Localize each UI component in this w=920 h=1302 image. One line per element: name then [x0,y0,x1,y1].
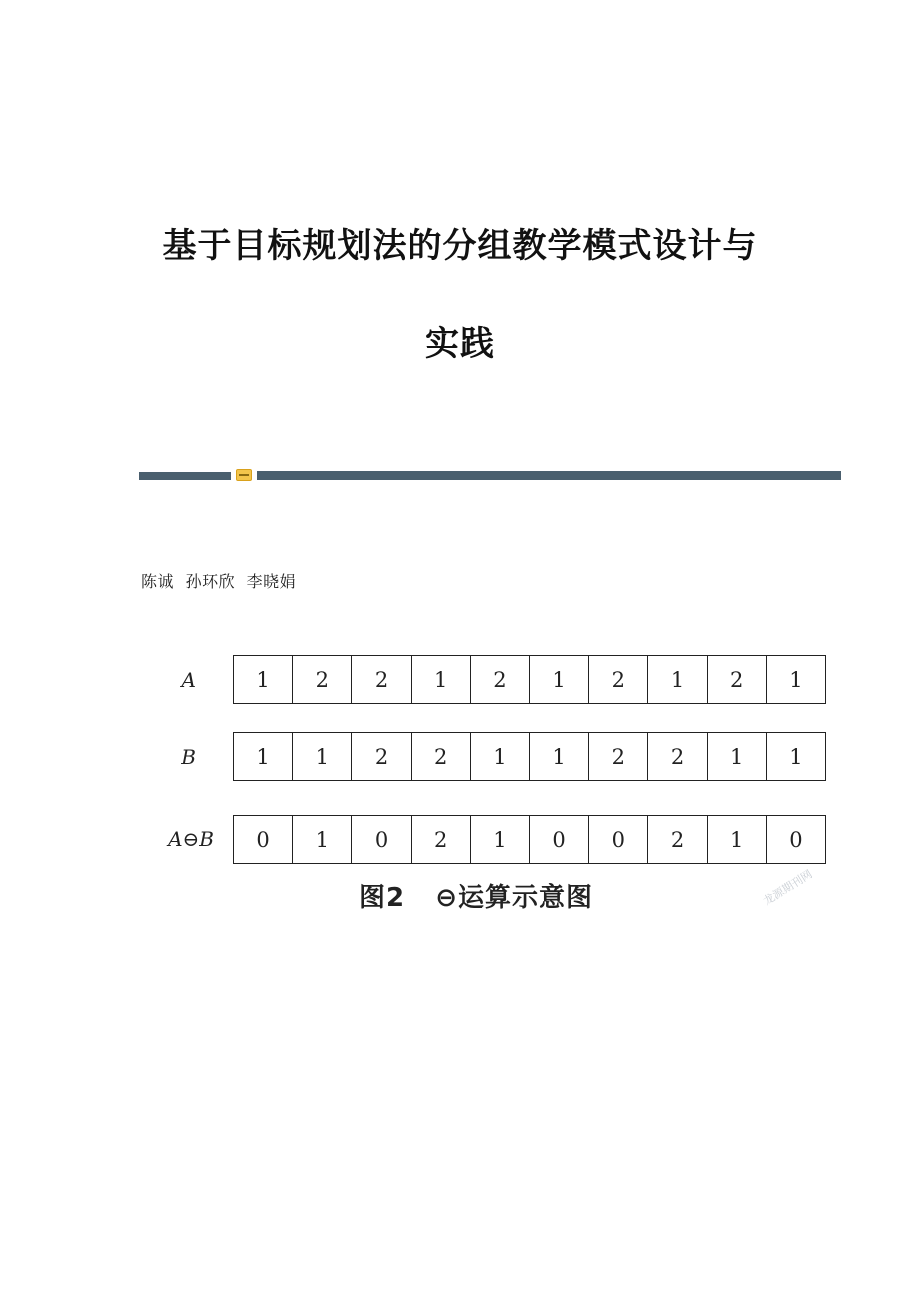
figure-caption: 图2 ⊖运算示意图 [359,883,594,913]
cell: 1 [530,733,589,780]
row-label-b: B [181,745,196,769]
sequence-row-b [233,732,826,781]
cell: 1 [234,733,293,780]
cell: 1 [789,744,803,769]
divider-left-bar [139,472,231,480]
cell: 2 [352,733,411,780]
cell: 1 [412,656,471,703]
cell: 1 [234,656,293,703]
cell: 1 [471,816,530,863]
cell: 0 [589,816,648,863]
cell: 2 [708,656,767,703]
cell: 0 [789,827,803,852]
cell: 2 [412,816,471,863]
cell: 1 [789,667,803,692]
divider-right-bar [257,471,841,480]
row-label-a: A [181,668,196,692]
cell: 2 [412,733,471,780]
cell: 2 [648,733,707,780]
cell: 1 [708,733,767,780]
cell: 2 [589,656,648,703]
watermark-text: 龙源期刊网 [761,867,815,908]
sequence-row-a-minus-b [233,815,826,864]
cell: 0 [530,816,589,863]
cell: 2 [589,733,648,780]
cell: 1 [293,733,352,780]
page-title-line-1: 基于目标规划法的分组教学模式设计与 [162,226,758,266]
cell: 2 [352,656,411,703]
cell: 2 [471,656,530,703]
cell: 1 [708,816,767,863]
cell: 0 [234,816,293,863]
cell: 1 [648,656,707,703]
cell: 1 [293,816,352,863]
sequence-row-a [233,655,826,704]
cell: 2 [293,656,352,703]
divider-badge-icon [236,469,252,481]
row-label-a-minus-b: A⊖B [168,827,214,851]
cell: 1 [530,656,589,703]
authors-line: 陈诚 孙环欣 李晓娟 [141,572,297,591]
cell: 0 [352,816,411,863]
cell: 2 [648,816,707,863]
page-title-line-2: 实践 [425,324,495,364]
cell: 1 [471,733,530,780]
